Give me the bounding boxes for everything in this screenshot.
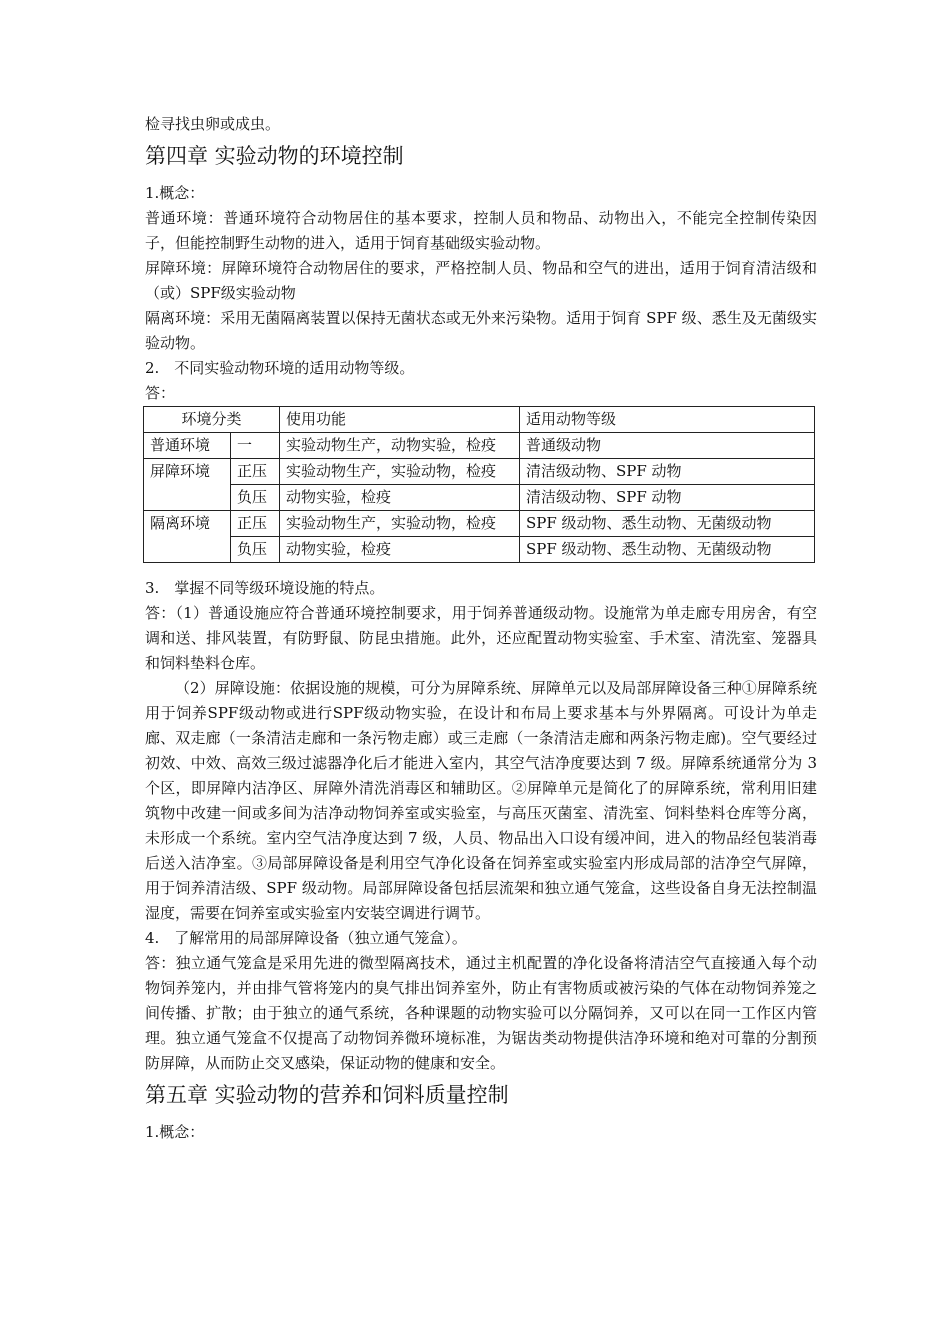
cell-sub: 负压	[231, 537, 280, 563]
table-row	[144, 485, 815, 511]
concept-barrier-env: 屏障环境：屏障环境符合动物居住的要求，严格控制人员、物品和空气的进出，适用于饲育清洁级和（或）SPF级实验动物	[145, 259, 817, 302]
cell-level: 普通级动物	[520, 433, 815, 459]
q2-answer-label: 答：	[145, 384, 176, 402]
continued-text: 检寻找虫卵或成虫。	[145, 115, 281, 133]
cell-level: SPF 级动物、悉生动物、无菌级动物	[520, 537, 815, 563]
cell-function: 实验动物生产，实验动物，检疫	[280, 511, 520, 537]
environment-table	[143, 406, 815, 563]
cell-level: SPF 级动物、悉生动物、无菌级动物	[520, 511, 815, 537]
cell-function: 实验动物生产，动物实验，检疫	[280, 433, 520, 459]
q3-title: 3. 掌握不同等级环境设施的特点。	[145, 579, 385, 597]
header-env-category: 环境分类	[144, 407, 280, 433]
cell-category: 普通环境	[144, 433, 231, 459]
cell-sub: 正压	[231, 459, 280, 485]
concept-isolation-env: 隔离环境：采用无菌隔离装置以保持无菌状态或无外来污染物。适用于饲育 SPF 级、悉生及无菌级实验动物。	[145, 309, 817, 352]
cell-level: 清洁级动物、SPF 动物	[520, 485, 815, 511]
document-page	[145, 112, 817, 1145]
table-row	[144, 433, 815, 459]
cell-function: 动物实验，检疫	[280, 537, 520, 563]
cell-sub: 正压	[231, 511, 280, 537]
header-animal-level: 适用动物等级	[520, 407, 815, 433]
table-header-row	[144, 407, 815, 433]
q1-title: 1.概念：	[145, 184, 205, 202]
q4-answer: 答：独立通气笼盒是采用先进的微型隔离技术，通过主机配置的净化设备将清洁空气直接通入每个动物饲养笼内，并由排气管将笼内的臭气排出饲养室外，防止有害物质或被污染的气体在动物饲养笼之间传播、扩散；由于独立的通气系统，各种课题的动物实验可以分隔饲养，又可以在同一工作区内管理。独立通气笼盒不仅提高了动物饲养微环境标准，为锯齿类动物提供洁净环境和绝对可靠的分割预防屏障，从而防止交叉感染，保证动物的健康和安全。	[145, 954, 817, 1072]
cell-function: 动物实验，检疫	[280, 485, 520, 511]
chapter-5-title: 第五章 实验动物的营养和饲料质量控制	[145, 1083, 509, 1107]
q4-title: 4. 了解常用的局部屏障设备（独立通气笼盒）。	[145, 929, 467, 947]
table-row	[144, 511, 815, 537]
ch5-q1-title: 1.概念：	[145, 1123, 205, 1141]
table-row	[144, 537, 815, 563]
q3-answer-normal-facility: 答：（1）普通设施应符合普通环境控制要求，用于饲养普通级动物。设施常为单走廊专用房舍，有空调和送、排风装置，有防野鼠、防昆虫措施。此外，还应配置动物实验室、手术室、清洗室、笼器具和饲料垫料仓库。	[145, 604, 817, 672]
cell-sub: 一	[231, 433, 280, 459]
cell-category: 屏障环境	[144, 459, 231, 511]
table-row	[144, 459, 815, 485]
chapter-4-title: 第四章 实验动物的环境控制	[145, 144, 404, 168]
concept-normal-env: 普通环境：普通环境符合动物居住的基本要求，控制人员和物品、动物出入，不能完全控制传染因子，但能控制野生动物的进入，适用于饲育基础级实验动物。	[145, 209, 817, 252]
q3-answer-barrier-facility: （2）屏障设施：依据设施的规模，可分为屏障系统、屏障单元以及局部屏障设备三种①屏障系统用于饲养SPF级动物或进行SPF级动物实验，在设计和布局上要求基本与外界隔离。可设计为单走廊、双走廊（一条清洁走廊和一条污物走廊）或三走廊（一条清洁走廊和两条污物走廊)。空气要经过初效、中效、高效三级过滤器净化后才能进入室内，其空气洁净度要达到 7 级。屏障系统通常分为 3 个区，即屏障内洁净区、屏障外清洗消毒区和辅助区。②屏障单元是简化了的屏障系统，常利用旧建筑物中改建一间或多间为洁净动物饲养室或实验室，与高压灭菌室、清洗室、饲料垫料仓库等分离，未形成一个系统。室内空气洁净度达到 7 级，人员、物品出入口设有缓冲间，进入的物品经包装消毒后送入洁净室。③局部屏障设备是利用空气净化设备在饲养室或实验室内形成局部的洁净空气屏障，用于饲养清洁级、SPF 级动物。局部屏障设备包括层流架和独立通气笼盒，这些设备自身无法控制温湿度，需要在饲养室或实验室内安装空调进行调节。	[145, 679, 817, 922]
q2-title: 2. 不同实验动物环境的适用动物等级。	[145, 359, 415, 377]
cell-level: 清洁级动物、SPF 动物	[520, 459, 815, 485]
cell-category: 隔离环境	[144, 511, 231, 563]
cell-function: 实验动物生产，实验动物，检疫	[280, 459, 520, 485]
header-function: 使用功能	[280, 407, 520, 433]
cell-sub: 负压	[231, 485, 280, 511]
